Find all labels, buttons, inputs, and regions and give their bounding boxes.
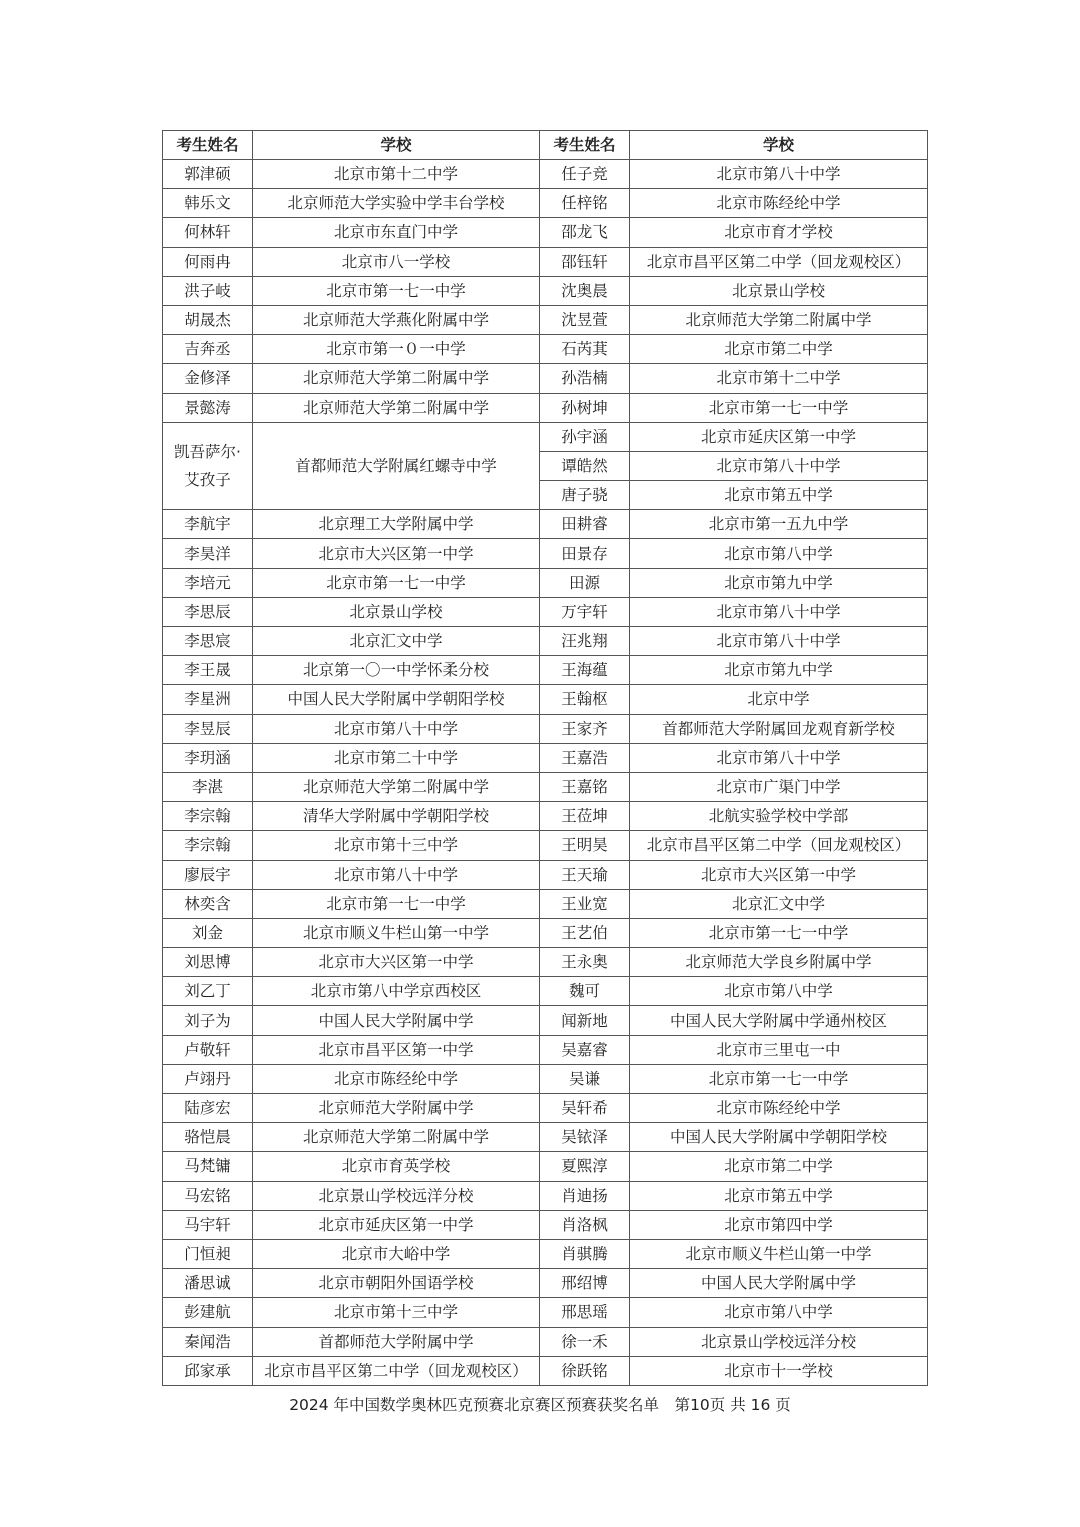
school-name: 北航实验学校中学部 [630, 802, 928, 831]
student-name: 万宇轩 [540, 597, 630, 626]
student-name: 凯吾萨尔·艾孜子 [163, 422, 253, 510]
student-name: 闻新地 [540, 1006, 630, 1035]
table-row [163, 364, 928, 393]
school-name: 首都师范大学附属红螺寺中学 [253, 422, 540, 510]
school-name: 北京市第八中学 [630, 539, 928, 568]
table-row [163, 247, 928, 276]
student-name: 李王晟 [163, 656, 253, 685]
table-body [163, 160, 928, 1386]
student-name: 何林轩 [163, 218, 253, 247]
school-name: 中国人民大学附属中学 [630, 1269, 928, 1298]
table-header-row [163, 131, 928, 160]
student-name: 李思宸 [163, 627, 253, 656]
school-name: 北京市第八十中学 [630, 627, 928, 656]
student-name: 邱家承 [163, 1356, 253, 1385]
student-name: 卢翊丹 [163, 1064, 253, 1093]
header-school-left: 学校 [253, 131, 540, 160]
school-name: 北京市第二十中学 [253, 743, 540, 772]
school-name: 北京市第一七一中学 [630, 918, 928, 947]
school-name: 北京市第十三中学 [253, 831, 540, 860]
header-school-right: 学校 [630, 131, 928, 160]
student-name: 徐一禾 [540, 1327, 630, 1356]
table-row [163, 276, 928, 305]
school-name: 北京市第一七一中学 [630, 1064, 928, 1093]
school-name: 北京景山学校 [253, 597, 540, 626]
student-name: 刘子为 [163, 1006, 253, 1035]
student-name: 景懿涛 [163, 393, 253, 422]
student-name: 吴嘉睿 [540, 1035, 630, 1064]
school-name: 北京市昌平区第二中学（回龙观校区） [630, 831, 928, 860]
student-name: 廖辰宇 [163, 860, 253, 889]
school-name: 北京市昌平区第二中学（回龙观校区） [630, 247, 928, 276]
student-name: 门恒昶 [163, 1239, 253, 1268]
student-name: 刘金 [163, 918, 253, 947]
school-name: 北京师范大学燕化附属中学 [253, 305, 540, 334]
table-row [163, 335, 928, 364]
school-name: 北京市第二中学 [630, 1152, 928, 1181]
student-name: 李思辰 [163, 597, 253, 626]
school-name: 北京市育才学校 [630, 218, 928, 247]
school-name: 北京市延庆区第一中学 [630, 422, 928, 451]
school-name: 北京市大兴区第一中学 [630, 860, 928, 889]
student-name: 马宏铭 [163, 1181, 253, 1210]
student-name: 郭津硕 [163, 160, 253, 189]
student-name: 王家齐 [540, 714, 630, 743]
student-name: 韩乐文 [163, 189, 253, 218]
table-row [163, 305, 928, 334]
school-name: 北京师范大学第二附属中学 [253, 772, 540, 801]
table-row [163, 1152, 928, 1181]
student-name: 骆恺晨 [163, 1123, 253, 1152]
school-name: 北京市第十三中学 [253, 1298, 540, 1327]
school-name: 北京市十一学校 [630, 1356, 928, 1385]
student-name: 吴谦 [540, 1064, 630, 1093]
student-name: 田耕睿 [540, 510, 630, 539]
student-name: 田景存 [540, 539, 630, 568]
school-name: 北京市第一七一中学 [253, 889, 540, 918]
student-name: 任子竞 [540, 160, 630, 189]
school-name: 北京市第八十中学 [253, 714, 540, 743]
table-row [163, 1123, 928, 1152]
school-name: 北京市延庆区第一中学 [253, 1210, 540, 1239]
student-name: 彭建航 [163, 1298, 253, 1327]
student-name: 孙树坤 [540, 393, 630, 422]
school-name: 北京市第一七一中学 [253, 568, 540, 597]
student-name: 金修泽 [163, 364, 253, 393]
school-name: 北京市第一七一中学 [630, 393, 928, 422]
table-row [163, 218, 928, 247]
school-name: 北京市第八中学京西校区 [253, 977, 540, 1006]
student-name: 王嘉铭 [540, 772, 630, 801]
school-name: 北京市第八十中学 [630, 451, 928, 480]
table-row [163, 977, 928, 1006]
student-name: 秦闻浩 [163, 1327, 253, 1356]
school-name: 北京市第一七一中学 [253, 276, 540, 305]
school-name: 北京市昌平区第二中学（回龙观校区） [253, 1356, 540, 1385]
table-row [163, 1356, 928, 1385]
school-name: 中国人民大学附属中学 [253, 1006, 540, 1035]
school-name: 北京汇文中学 [253, 627, 540, 656]
table-row [163, 772, 928, 801]
student-name: 王业宽 [540, 889, 630, 918]
student-name: 胡晟杰 [163, 305, 253, 334]
student-name: 王艺伯 [540, 918, 630, 947]
table-row [163, 1327, 928, 1356]
student-name: 肖洛枫 [540, 1210, 630, 1239]
school-name: 北京市东直门中学 [253, 218, 540, 247]
student-name: 吉奔丞 [163, 335, 253, 364]
student-name: 李昊洋 [163, 539, 253, 568]
awardee-table [162, 130, 928, 1386]
school-name: 北京市第四中学 [630, 1210, 928, 1239]
student-name: 唐子骁 [540, 481, 630, 510]
school-name: 北京市大兴区第一中学 [253, 948, 540, 977]
school-name: 北京师范大学第二附属中学 [253, 364, 540, 393]
header-name-right: 考生姓名 [540, 131, 630, 160]
school-name: 北京市第五中学 [630, 481, 928, 510]
table-row [163, 831, 928, 860]
school-name: 北京市第八十中学 [630, 160, 928, 189]
table-row [163, 422, 928, 451]
table-row [163, 1239, 928, 1268]
school-name: 北京景山学校 [630, 276, 928, 305]
table-row [163, 889, 928, 918]
school-name: 北京第一〇一中学怀柔分校 [253, 656, 540, 685]
student-name: 邢思瑶 [540, 1298, 630, 1327]
student-name: 刘乙丁 [163, 977, 253, 1006]
student-name: 李玥涵 [163, 743, 253, 772]
school-name: 北京市第八中学 [630, 1298, 928, 1327]
student-name: 沈昱萱 [540, 305, 630, 334]
student-name: 王莅坤 [540, 802, 630, 831]
table-row [163, 948, 928, 977]
table-row [163, 189, 928, 218]
student-name: 王明昊 [540, 831, 630, 860]
student-name: 徐跃铭 [540, 1356, 630, 1385]
student-name: 夏熙淳 [540, 1152, 630, 1181]
school-name: 北京中学 [630, 685, 928, 714]
student-name: 孙宇涵 [540, 422, 630, 451]
student-name: 王天瑜 [540, 860, 630, 889]
table-row [163, 1269, 928, 1298]
table-row [163, 714, 928, 743]
student-name: 王海蕴 [540, 656, 630, 685]
student-name: 邵钰轩 [540, 247, 630, 276]
table-row [163, 1298, 928, 1327]
student-name: 刘思博 [163, 948, 253, 977]
school-name: 北京市第十二中学 [630, 364, 928, 393]
student-name: 洪子岐 [163, 276, 253, 305]
student-name: 李湛 [163, 772, 253, 801]
school-name: 中国人民大学附属中学朝阳学校 [253, 685, 540, 714]
student-name: 石芮萁 [540, 335, 630, 364]
student-name: 马宇轩 [163, 1210, 253, 1239]
school-name: 北京市第八十中学 [253, 860, 540, 889]
school-name: 北京市第一０一中学 [253, 335, 540, 364]
student-name: 田源 [540, 568, 630, 597]
school-name: 北京市育英学校 [253, 1152, 540, 1181]
table-row [163, 802, 928, 831]
student-name: 李宗翰 [163, 802, 253, 831]
student-name: 何雨冉 [163, 247, 253, 276]
student-name: 马梵镛 [163, 1152, 253, 1181]
school-name: 北京景山学校远洋分校 [630, 1327, 928, 1356]
school-name: 北京市顺义牛栏山第一中学 [253, 918, 540, 947]
student-name: 王永奥 [540, 948, 630, 977]
student-name: 肖骐腾 [540, 1239, 630, 1268]
table-row [163, 597, 928, 626]
student-name: 谭皓然 [540, 451, 630, 480]
school-name: 中国人民大学附属中学通州校区 [630, 1006, 928, 1035]
student-name: 邢绍博 [540, 1269, 630, 1298]
school-name: 北京师范大学良乡附属中学 [630, 948, 928, 977]
school-name: 北京市第八十中学 [630, 743, 928, 772]
page-footer: 2024 年中国数学奥林匹克预赛北京赛区预赛获奖名单 第10页 共 16 页 [289, 1396, 791, 1414]
table-row [163, 1006, 928, 1035]
school-name: 北京师范大学实验中学丰台学校 [253, 189, 540, 218]
school-name: 北京市陈经纶中学 [630, 1094, 928, 1123]
school-name: 北京市第五中学 [630, 1181, 928, 1210]
header-name-left: 考生姓名 [163, 131, 253, 160]
school-name: 首都师范大学附属中学 [253, 1327, 540, 1356]
student-name: 王嘉浩 [540, 743, 630, 772]
student-name: 潘思诚 [163, 1269, 253, 1298]
school-name: 首都师范大学附属回龙观育新学校 [630, 714, 928, 743]
table-row [163, 510, 928, 539]
school-name: 北京市八一学校 [253, 247, 540, 276]
school-name: 北京市昌平区第一中学 [253, 1035, 540, 1064]
student-name: 李宗翰 [163, 831, 253, 860]
table-row [163, 1094, 928, 1123]
school-name: 清华大学附属中学朝阳学校 [253, 802, 540, 831]
student-name: 孙浩楠 [540, 364, 630, 393]
school-name: 北京市大兴区第一中学 [253, 539, 540, 568]
table-row [163, 627, 928, 656]
student-name: 魏可 [540, 977, 630, 1006]
school-name: 北京市第九中学 [630, 568, 928, 597]
school-name: 北京市第八中学 [630, 977, 928, 1006]
table-row [163, 1064, 928, 1093]
table-row [163, 860, 928, 889]
school-name: 北京师范大学第二附属中学 [253, 393, 540, 422]
school-name: 北京市朝阳外国语学校 [253, 1269, 540, 1298]
student-name: 陆彦宏 [163, 1094, 253, 1123]
school-name: 北京市广渠门中学 [630, 772, 928, 801]
student-name: 吴轩希 [540, 1094, 630, 1123]
student-name: 汪兆翔 [540, 627, 630, 656]
school-name: 北京市大峪中学 [253, 1239, 540, 1268]
student-name: 卢敬轩 [163, 1035, 253, 1064]
school-name: 北京市顺义牛栏山第一中学 [630, 1239, 928, 1268]
table-row [163, 685, 928, 714]
student-name: 林奕含 [163, 889, 253, 918]
student-name: 邵龙飞 [540, 218, 630, 247]
student-name: 沈奥晨 [540, 276, 630, 305]
student-name: 李昱辰 [163, 714, 253, 743]
table-row [163, 393, 928, 422]
school-name: 北京师范大学附属中学 [253, 1094, 540, 1123]
student-name: 李星洲 [163, 685, 253, 714]
table-row [163, 568, 928, 597]
student-name: 王翰枢 [540, 685, 630, 714]
table-row [163, 1210, 928, 1239]
table-row [163, 743, 928, 772]
school-name: 北京市第二中学 [630, 335, 928, 364]
table-row [163, 1035, 928, 1064]
student-name: 李培元 [163, 568, 253, 597]
table-row [163, 160, 928, 189]
student-name: 任梓铭 [540, 189, 630, 218]
school-name: 北京市第八十中学 [630, 597, 928, 626]
school-name: 北京理工大学附属中学 [253, 510, 540, 539]
student-name: 李航宇 [163, 510, 253, 539]
table-row [163, 1181, 928, 1210]
school-name: 北京市第九中学 [630, 656, 928, 685]
school-name: 中国人民大学附属中学朝阳学校 [630, 1123, 928, 1152]
student-name: 肖迪扬 [540, 1181, 630, 1210]
student-name: 吴铱泽 [540, 1123, 630, 1152]
school-name: 北京景山学校远洋分校 [253, 1181, 540, 1210]
table-row [163, 918, 928, 947]
school-name: 北京市三里屯一中 [630, 1035, 928, 1064]
table-row [163, 539, 928, 568]
table-row [163, 656, 928, 685]
school-name: 北京市第一五九中学 [630, 510, 928, 539]
school-name: 北京师范大学第二附属中学 [253, 1123, 540, 1152]
school-name: 北京市第十二中学 [253, 160, 540, 189]
school-name: 北京市陈经纶中学 [253, 1064, 540, 1093]
school-name: 北京汇文中学 [630, 889, 928, 918]
school-name: 北京师范大学第二附属中学 [630, 305, 928, 334]
school-name: 北京市陈经纶中学 [630, 189, 928, 218]
